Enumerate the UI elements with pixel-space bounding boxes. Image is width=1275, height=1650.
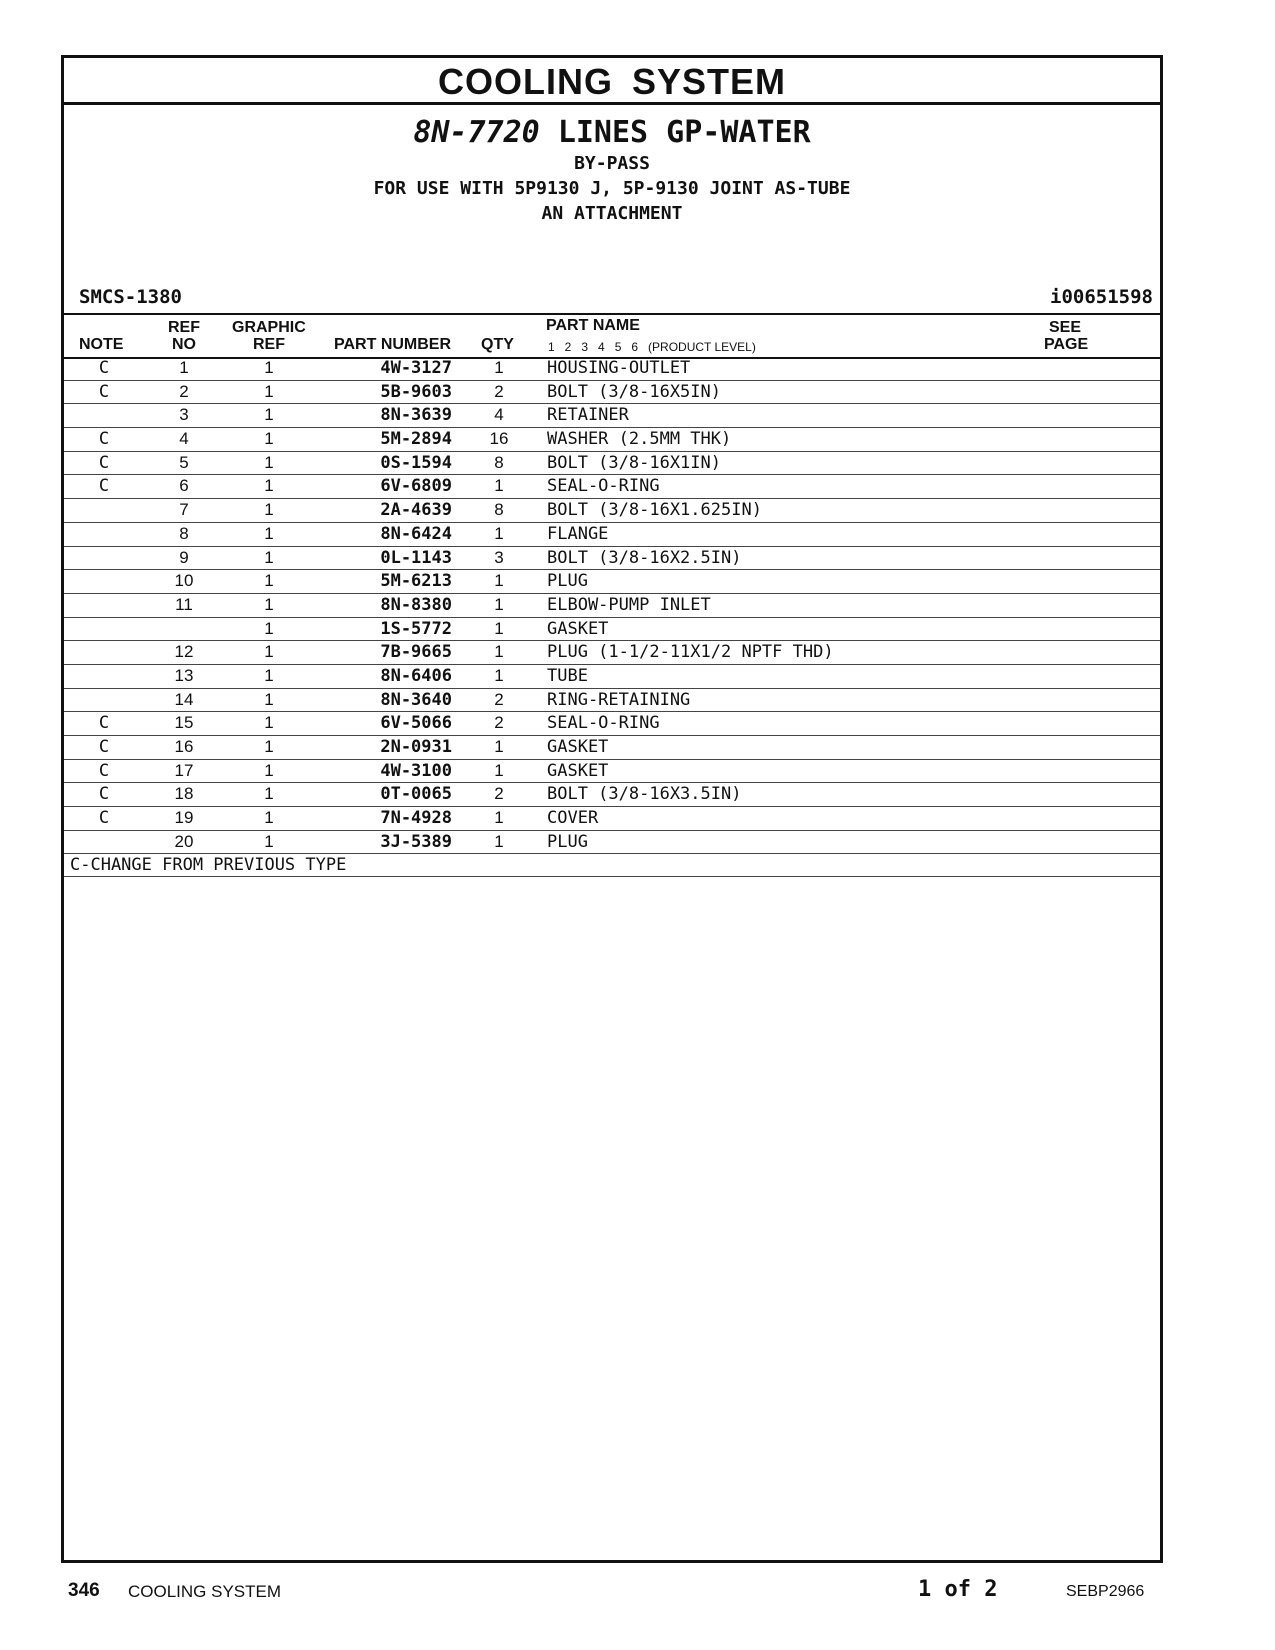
header-part-number: PART NUMBER bbox=[334, 336, 452, 353]
graphic-ref-cell: 1 bbox=[264, 784, 274, 804]
group-subtitle-1: BY-PASS bbox=[574, 153, 650, 174]
table-row bbox=[64, 404, 1160, 428]
quantity-cell: 2 bbox=[494, 784, 504, 804]
table-header bbox=[64, 313, 1160, 359]
graphic-ref-cell: 1 bbox=[264, 618, 274, 638]
note-cell: C bbox=[98, 808, 110, 829]
quantity-cell: 1 bbox=[494, 665, 504, 685]
page-of-count: 1 of 2 bbox=[918, 1577, 998, 1602]
part-number-cell: 0T-0065 bbox=[380, 784, 452, 805]
part-name-cell: ELBOW-PUMP INLET bbox=[547, 594, 711, 615]
header-note: NOTE bbox=[79, 336, 124, 353]
part-name-cell: BOLT (3/8-16X1.625IN) bbox=[547, 500, 762, 521]
graphic-ref-cell: 1 bbox=[264, 665, 274, 685]
table-row bbox=[64, 783, 1160, 807]
table-row bbox=[64, 475, 1160, 499]
graphic-ref-cell: 1 bbox=[264, 381, 274, 401]
graphic-ref-cell: 1 bbox=[264, 429, 274, 449]
note-cell: C bbox=[98, 713, 110, 734]
group-subtitle-2: FOR USE WITH 5P9130 J, 5P-9130 JOINT AS-TUBE bbox=[373, 178, 851, 199]
section-title: COOLING SYSTEM bbox=[64, 58, 1160, 105]
header-see-top: SEE bbox=[1049, 319, 1082, 336]
graphic-ref-cell: 1 bbox=[264, 808, 274, 828]
table-row bbox=[64, 357, 1160, 381]
part-number-cell: 8N-3639 bbox=[380, 405, 452, 426]
parts-table bbox=[64, 357, 1160, 877]
quantity-cell: 1 bbox=[494, 760, 504, 780]
graphic-ref-cell: 1 bbox=[264, 831, 274, 851]
part-number-cell: 4W-3100 bbox=[380, 760, 452, 781]
footer-section: COOLING SYSTEM bbox=[128, 1582, 282, 1601]
ref-number-cell: 17 bbox=[174, 760, 194, 780]
group-title bbox=[64, 115, 1160, 151]
part-number-cell: 4W-3127 bbox=[380, 358, 452, 378]
ref-number-cell: 3 bbox=[179, 405, 189, 425]
group-subtitle-3: AN ATTACHMENT bbox=[541, 203, 683, 224]
table-row bbox=[64, 381, 1160, 405]
quantity-cell: 1 bbox=[494, 642, 504, 662]
graphic-ref-cell: 1 bbox=[264, 737, 274, 756]
part-number-cell: 5B-9603 bbox=[380, 381, 452, 402]
table-row bbox=[64, 523, 1160, 547]
header-graphic-bottom: REF bbox=[253, 336, 285, 353]
part-number-cell: 7B-9665 bbox=[380, 642, 452, 663]
part-number-cell: 2N-0931 bbox=[380, 737, 452, 757]
header-graphic-top: GRAPHIC bbox=[232, 319, 306, 336]
graphic-ref-cell: 1 bbox=[264, 760, 274, 780]
ref-number-cell: 2 bbox=[179, 381, 189, 401]
ref-number-cell: 10 bbox=[174, 571, 194, 591]
part-number-cell: 8N-6406 bbox=[380, 665, 452, 686]
part-name-cell: COVER bbox=[547, 808, 599, 829]
ref-number-cell: 12 bbox=[174, 642, 194, 662]
part-name-cell: FLANGE bbox=[547, 523, 609, 544]
table-row bbox=[64, 428, 1160, 452]
part-name-cell: GASKET bbox=[547, 760, 609, 781]
quantity-cell: 1 bbox=[494, 523, 504, 543]
graphic-ref-cell: 1 bbox=[264, 452, 274, 472]
part-name-cell: PLUG bbox=[547, 831, 588, 852]
graphic-ref-cell: 1 bbox=[264, 476, 274, 496]
part-number-cell: 0L-1143 bbox=[380, 547, 452, 568]
note-cell: C bbox=[98, 476, 110, 497]
note-cell: C bbox=[98, 784, 110, 805]
part-name-cell: HOUSING-OUTLET bbox=[547, 358, 691, 378]
part-name-cell: GASKET bbox=[547, 618, 609, 639]
quantity-cell: 1 bbox=[494, 358, 504, 377]
quantity-cell: 1 bbox=[494, 737, 504, 756]
quantity-cell: 2 bbox=[494, 713, 504, 733]
note-cell: C bbox=[98, 429, 110, 450]
part-name-cell: PLUG (1-1/2-11X1/2 NPTF THD) bbox=[547, 642, 834, 663]
document-id: SEBP2966 bbox=[1066, 1583, 1145, 1600]
graphic-ref-cell: 1 bbox=[264, 358, 274, 377]
ref-number-cell: 14 bbox=[174, 689, 194, 709]
graphic-ref-cell: 1 bbox=[264, 571, 274, 591]
part-number-cell: 3J-5389 bbox=[380, 831, 452, 852]
note-cell: C bbox=[98, 358, 110, 378]
part-number-cell: 8N-8380 bbox=[380, 594, 452, 615]
graphic-ref-cell: 1 bbox=[264, 594, 274, 614]
table-row bbox=[64, 618, 1160, 642]
table-row bbox=[64, 452, 1160, 476]
header-ref-bottom: NO bbox=[172, 336, 196, 353]
note-cell: C bbox=[98, 452, 110, 473]
id-row bbox=[64, 286, 1160, 310]
ref-number-cell: 6 bbox=[179, 476, 189, 496]
ref-number-cell: 9 bbox=[179, 547, 189, 567]
header-qty: QTY bbox=[481, 336, 514, 353]
quantity-cell: 4 bbox=[494, 405, 504, 425]
illustration-id: i00651598 bbox=[1050, 286, 1153, 308]
ref-number-cell: 16 bbox=[174, 737, 194, 756]
table-row bbox=[64, 831, 1160, 855]
quantity-cell: 2 bbox=[494, 689, 504, 709]
quantity-cell: 1 bbox=[494, 808, 504, 828]
note-cell: C bbox=[98, 760, 110, 781]
graphic-ref-cell: 1 bbox=[264, 642, 274, 662]
graphic-ref-cell: 1 bbox=[264, 713, 274, 733]
part-name-cell: PLUG bbox=[547, 571, 588, 592]
table-row bbox=[64, 641, 1160, 665]
table-row bbox=[64, 689, 1160, 713]
part-name-cell: BOLT (3/8-16X2.5IN) bbox=[547, 547, 742, 568]
header-product-level: 1 2 3 4 5 6 (PRODUCT LEVEL) bbox=[548, 340, 756, 354]
part-number-cell: 7N-4928 bbox=[380, 808, 452, 829]
table-row bbox=[64, 712, 1160, 736]
page-footer bbox=[0, 1577, 1275, 1607]
part-name-cell: BOLT (3/8-16X1IN) bbox=[547, 452, 721, 473]
quantity-cell: 16 bbox=[489, 429, 509, 449]
footnote: C-CHANGE FROM PREVIOUS TYPE bbox=[64, 854, 1160, 877]
header-see-bottom: PAGE bbox=[1044, 336, 1089, 353]
part-name-cell: TUBE bbox=[547, 665, 588, 686]
table-row bbox=[64, 570, 1160, 594]
part-name-cell: RING-RETAINING bbox=[547, 689, 691, 710]
part-name-cell: GASKET bbox=[547, 737, 609, 757]
ref-number-cell: 11 bbox=[175, 594, 193, 614]
ref-number-cell: 19 bbox=[174, 808, 194, 828]
quantity-cell: 1 bbox=[494, 831, 504, 851]
part-number-cell: 6V-6809 bbox=[380, 476, 452, 497]
table-row bbox=[64, 499, 1160, 523]
graphic-ref-cell: 1 bbox=[264, 523, 274, 543]
graphic-ref-cell: 1 bbox=[264, 547, 274, 567]
note-cell: C bbox=[98, 737, 110, 757]
ref-number-cell: 20 bbox=[174, 831, 194, 851]
quantity-cell: 1 bbox=[494, 571, 504, 591]
part-name-cell: SEAL-O-RING bbox=[547, 713, 660, 734]
graphic-ref-cell: 1 bbox=[264, 689, 274, 709]
page-frame bbox=[61, 55, 1163, 1563]
table-row bbox=[64, 547, 1160, 571]
quantity-cell: 3 bbox=[494, 547, 504, 567]
part-name-cell: WASHER (2.5MM THK) bbox=[547, 429, 732, 450]
header-part-name: PART NAME bbox=[546, 317, 640, 334]
ref-number-cell: 5 bbox=[179, 452, 189, 472]
ref-number-cell: 1 bbox=[179, 358, 189, 377]
part-number-cell: 8N-6424 bbox=[380, 523, 452, 544]
page-number: 346 bbox=[68, 1580, 100, 1601]
table-row bbox=[64, 594, 1160, 618]
quantity-cell: 8 bbox=[494, 452, 504, 472]
table-row bbox=[64, 665, 1160, 689]
table-row bbox=[64, 736, 1160, 760]
quantity-cell: 1 bbox=[494, 594, 504, 614]
ref-number-cell: 18 bbox=[174, 784, 194, 804]
graphic-ref-cell: 1 bbox=[264, 405, 274, 425]
smcs-code: SMCS-1380 bbox=[79, 286, 182, 308]
ref-number-cell: 7 bbox=[179, 500, 189, 520]
graphic-ref-cell: 1 bbox=[264, 500, 274, 520]
quantity-cell: 1 bbox=[494, 618, 504, 638]
table-row bbox=[64, 807, 1160, 831]
ref-number-cell: 15 bbox=[174, 713, 194, 733]
group-part-number: 8N-7720 bbox=[413, 115, 540, 150]
part-name-cell: BOLT (3/8-16X5IN) bbox=[547, 381, 721, 402]
header-ref-top: REF bbox=[168, 319, 200, 336]
ref-number-cell: 13 bbox=[174, 665, 194, 685]
ref-number-cell: 8 bbox=[179, 523, 189, 543]
part-number-cell: 5M-2894 bbox=[380, 429, 452, 450]
part-number-cell: 1S-5772 bbox=[380, 618, 452, 639]
part-number-cell: 8N-3640 bbox=[380, 689, 452, 710]
quantity-cell: 1 bbox=[494, 476, 504, 496]
table-row bbox=[64, 760, 1160, 784]
part-name-cell: RETAINER bbox=[547, 405, 629, 426]
quantity-cell: 8 bbox=[494, 500, 504, 520]
quantity-cell: 2 bbox=[494, 381, 504, 401]
part-name-cell: BOLT (3/8-16X3.5IN) bbox=[547, 784, 742, 805]
part-number-cell: 5M-6213 bbox=[380, 571, 452, 592]
part-name-cell: SEAL-O-RING bbox=[547, 476, 660, 497]
part-number-cell: 6V-5066 bbox=[380, 713, 452, 734]
note-cell: C bbox=[98, 381, 110, 402]
ref-number-cell: 4 bbox=[179, 429, 189, 449]
part-number-cell: 2A-4639 bbox=[380, 500, 452, 521]
part-number-cell: 0S-1594 bbox=[380, 452, 452, 473]
group-name: LINES GP-WATER bbox=[557, 115, 811, 150]
